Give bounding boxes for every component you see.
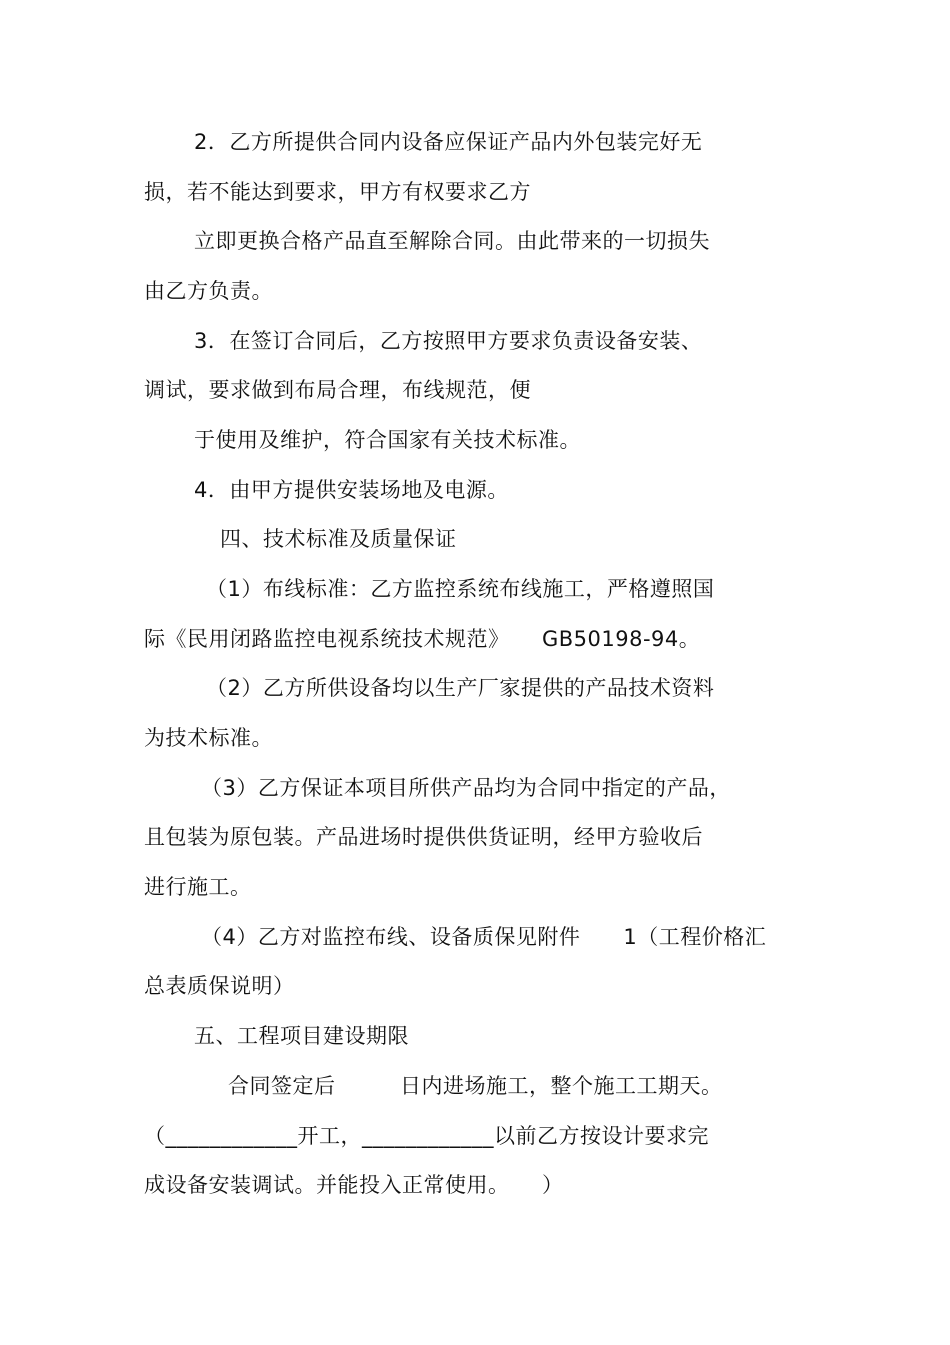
clause-2-line-2: 损，若不能达到要求，甲方有权要求乙方 [144,180,531,204]
item-4-line-2: 总表质保说明） [144,974,295,998]
clause-4-line-1: 4．由甲方提供安装场地及电源。 [194,478,509,502]
clause-3-line-3: 于使用及维护，符合国家有关技术标准。 [194,428,581,452]
schedule-line-1: 合同签定后 日内进场施工，整个施工工期天。 [228,1074,723,1098]
schedule-line-2: （____________开工，____________以前乙方按设计要求完 [144,1124,709,1148]
section-4-heading: 四、技术标准及质量保证 [220,527,457,551]
item-2-line-2: 为技术标准。 [144,726,273,750]
clause-2-line-4: 由乙方负责。 [144,279,273,303]
item-1-line-1: （1）布线标准：乙方监控系统布线施工，严格遵照国 [206,577,715,601]
item-3-line-2: 且包装为原包装。产品进场时提供供货证明，经甲方验收后 [144,825,703,849]
clause-3-line-2: 调试，要求做到布局合理，布线规范，便 [144,378,531,402]
item-4-line-1: （4）乙方对监控布线、设备质保见附件 1（工程价格汇 [201,925,767,949]
item-3-line-3: 进行施工。 [144,875,252,899]
schedule-line-3: 成设备安装调试。并能投入正常使用。 ） [144,1173,564,1197]
item-3-line-1: （3）乙方保证本项目所供产品均为合同中指定的产品， [201,776,731,800]
section-5-heading: 五、工程项目建设期限 [194,1024,409,1048]
item-1-line-2: 际《民用闭路监控电视系统技术规范》 GB50198-94。 [144,627,701,651]
item-2-line-1: （2）乙方所供设备均以生产厂家提供的产品技术资料 [206,676,715,700]
clause-2-line-1: 2．乙方所提供合同内设备应保证产品内外包装完好无 [194,130,703,154]
clause-2-line-3: 立即更换合格产品直至解除合同。由此带来的一切损失 [194,229,710,253]
clause-3-line-1: 3．在签订合同后，乙方按照甲方要求负责设备安装、 [194,329,703,353]
